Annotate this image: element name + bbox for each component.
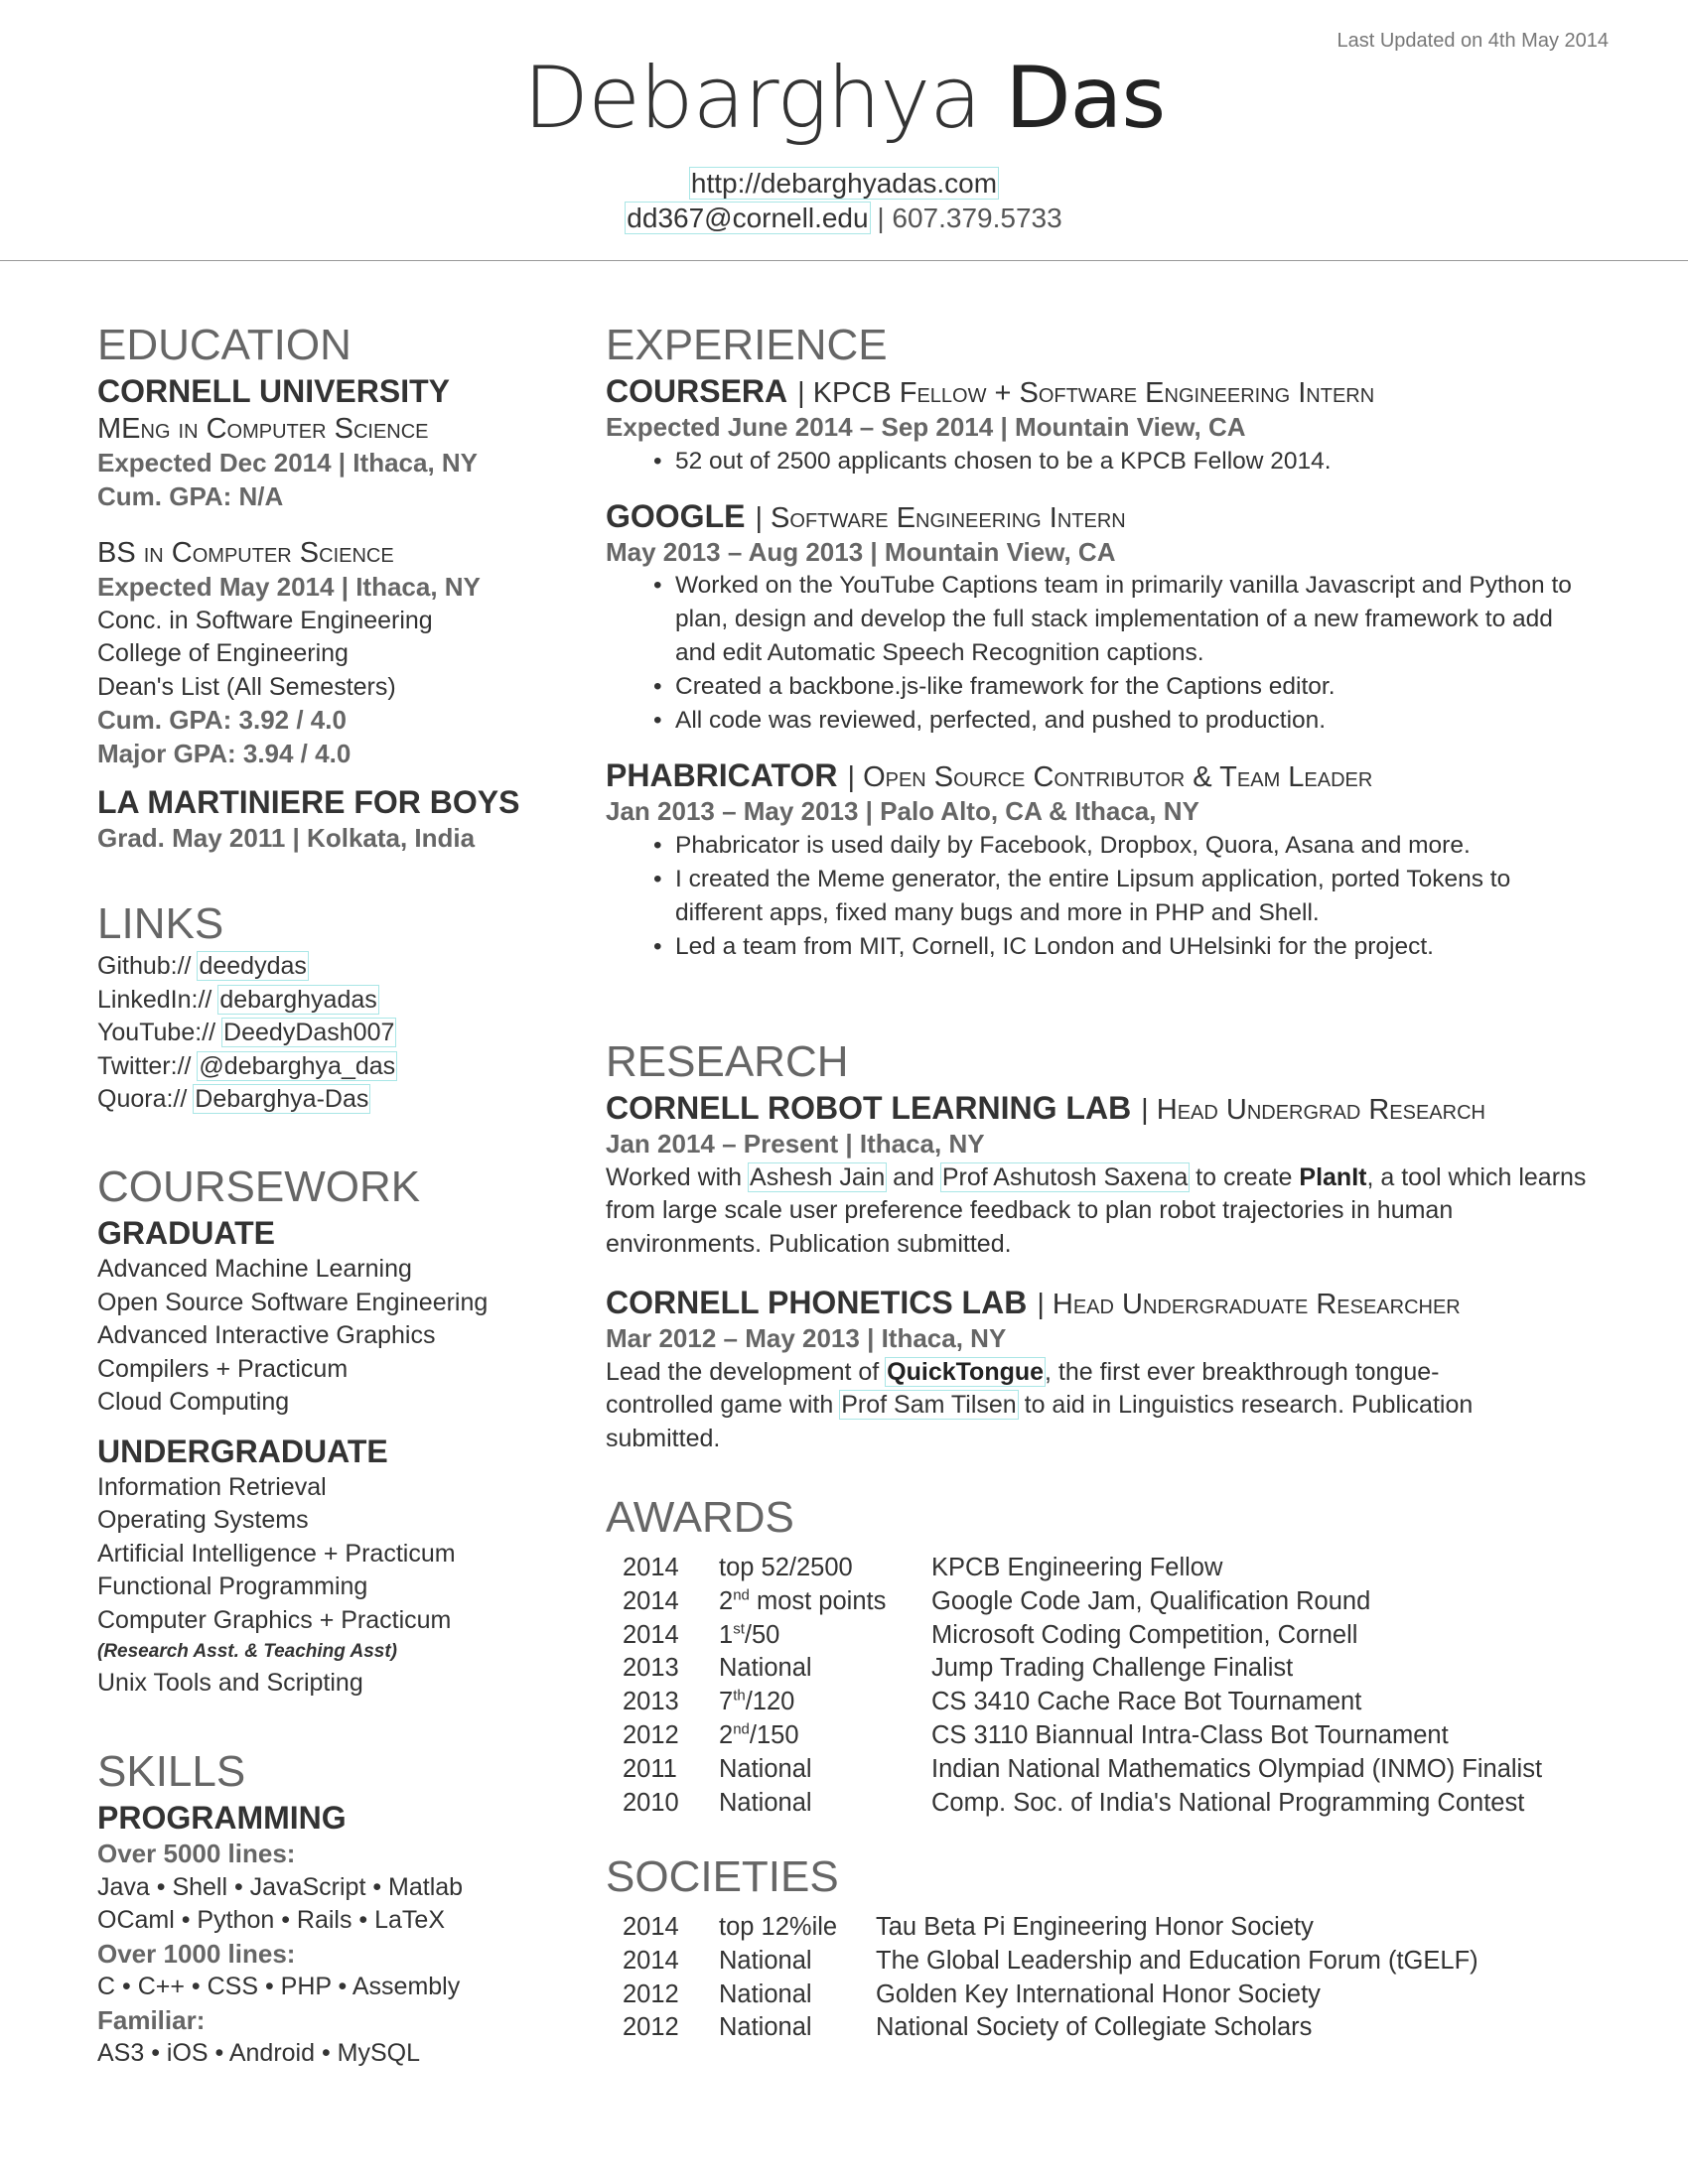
page-title xyxy=(0,42,1688,153)
award-row xyxy=(623,1787,1589,1821)
rank-suffix: nd xyxy=(733,1720,750,1738)
course-item: Operating Systems xyxy=(97,1506,309,1534)
bullet-item: • I created the Meme generator, the entire Lipsum application, ported Tokens to different apps, fixed many bugs and more in PHP and Shell. xyxy=(653,863,1577,930)
job-date: May 2013 – Aug 2013 | Mountain View, CA xyxy=(606,536,1116,567)
lab-date: Jan 2014 – Present | Ithaca, NY xyxy=(606,1129,985,1159)
section-heading: COURSEWORK xyxy=(97,1162,421,1211)
education-section xyxy=(97,320,534,856)
link-row xyxy=(97,950,534,984)
rank-rest: most points xyxy=(749,1586,887,1615)
societies-section xyxy=(606,1851,1589,2045)
rank-value: National xyxy=(719,1754,812,1783)
section-heading: AWARDS xyxy=(606,1493,794,1542)
job-entry xyxy=(606,755,1589,964)
society-year: 2014 xyxy=(623,1913,679,1941)
project-link[interactable]: QuickTongue xyxy=(887,1357,1045,1386)
course-note: (Research Asst. & Teaching Asst) xyxy=(97,1641,397,1662)
award-row xyxy=(623,1585,1589,1619)
text: to create xyxy=(1189,1162,1300,1191)
education-detail: College of Engineering xyxy=(97,639,349,667)
society-name: Tau Beta Pi Engineering Honor Society xyxy=(876,1913,1314,1941)
header-divider xyxy=(0,260,1688,261)
research-entry xyxy=(606,1283,1589,1455)
job-date: Expected June 2014 – Sep 2014 | Mountain View, CA xyxy=(606,412,1246,442)
profile-link[interactable]: Debarghya-Das xyxy=(195,1085,369,1113)
award-year: 2014 xyxy=(623,1620,679,1649)
bullet-item: • Phabricator is used daily by Facebook, Dropbox, Quora, Asana and more. xyxy=(653,829,1577,863)
job-role: | Open Source Contributor & Team Leader xyxy=(847,761,1373,793)
person-link[interactable]: Ashesh Jain xyxy=(750,1162,886,1191)
award-rank xyxy=(719,1787,931,1821)
skill-list: Java • Shell • JavaScript • Matlab xyxy=(97,1872,464,1901)
award-rank xyxy=(719,1585,931,1619)
link-row xyxy=(97,1083,534,1117)
society-year: 2012 xyxy=(623,1979,679,2008)
person-link[interactable]: Prof Sam Tilsen xyxy=(841,1391,1017,1419)
rank-value: National xyxy=(719,1788,812,1817)
phone: 607.379.5733 xyxy=(892,203,1062,233)
subsection-heading: PROGRAMMING xyxy=(97,1800,347,1836)
society-row xyxy=(623,1979,1589,2012)
latex-logo: LaTeX xyxy=(374,1906,446,1934)
separator: | xyxy=(869,203,893,233)
section-heading: LINKS xyxy=(97,899,224,948)
award-row xyxy=(623,1619,1589,1653)
degree: BS in Computer Science xyxy=(97,537,394,569)
course-item: Artificial Intelligence + Practicum xyxy=(97,1539,456,1568)
rank-suffix: nd xyxy=(733,1586,750,1604)
award-rank xyxy=(719,1552,931,1585)
award-name: CS 3110 Biannual Intra-Class Bot Tournament xyxy=(931,1720,1449,1749)
links-section xyxy=(97,898,534,1117)
course-item: Information Retrieval xyxy=(97,1472,327,1501)
email-link[interactable]: dd367@cornell.edu xyxy=(627,203,869,233)
bullet-list xyxy=(653,445,1589,478)
job-header xyxy=(606,755,1589,795)
award-year: 2012 xyxy=(623,1720,679,1749)
society-name: The Global Leadership and Education Forum (tGELF) xyxy=(876,1946,1478,1975)
society-rank: top 12%ile xyxy=(719,1913,838,1941)
degree-date: Expected May 2014 | Ithaca, NY xyxy=(97,572,481,602)
lab-name: CORNELL ROBOT LEARNING LAB xyxy=(606,1090,1132,1126)
education-detail: Dean's List (All Semesters) xyxy=(97,672,396,701)
rank-value: 2 xyxy=(719,1720,734,1749)
gpa: Cum. GPA: 3.92 / 4.0 xyxy=(97,705,347,735)
text: , the first ever breakthrough tongue-controlled game with xyxy=(606,1357,1440,1419)
skill-level: Familiar: xyxy=(97,2004,206,2035)
link-row xyxy=(97,984,534,1018)
course-item: Functional Programming xyxy=(97,1572,368,1600)
bullet-list xyxy=(653,569,1589,738)
text: to aid in Linguistics research. Publication submitted. xyxy=(606,1391,1474,1452)
society-rank: National xyxy=(719,1946,812,1975)
experience-section xyxy=(606,320,1589,964)
award-name: Microsoft Coding Competition, Cornell xyxy=(931,1620,1358,1649)
bullet-item: • Worked on the YouTube Captions team in primarily vanilla Javascript and Python to plan, design and develop the full stack implementation of a new framework to add and edit Automatic Speech Recognition captions. xyxy=(653,569,1577,670)
job-entry xyxy=(606,496,1589,739)
award-rank xyxy=(719,1686,931,1719)
award-name: Jump Trading Challenge Finalist xyxy=(931,1654,1294,1683)
award-name: CS 3410 Cache Race Bot Tournament xyxy=(931,1688,1362,1716)
link-prefix: Twitter:// xyxy=(97,1051,192,1080)
section-heading: SOCIETIES xyxy=(606,1852,839,1901)
link-prefix: Quora:// xyxy=(97,1085,188,1113)
project-name: PlanIt xyxy=(1299,1162,1367,1191)
job-role: | Software Engineering Intern xyxy=(755,501,1126,534)
text: and xyxy=(886,1162,941,1191)
skill-list-text: OCaml • Python • Rails • xyxy=(97,1906,375,1934)
award-row xyxy=(623,1652,1589,1686)
course-item: Advanced Interactive Graphics xyxy=(97,1321,436,1349)
society-name: National Society of Collegiate Scholars xyxy=(876,2013,1313,2042)
society-rank: National xyxy=(719,1979,812,2008)
course-item: Compilers + Practicum xyxy=(97,1354,349,1383)
link-prefix: LinkedIn:// xyxy=(97,985,212,1014)
section-heading: RESEARCH xyxy=(606,1037,849,1086)
text: Lead the development of xyxy=(606,1357,887,1386)
profile-link[interactable]: debarghyadas xyxy=(219,985,377,1014)
job-header xyxy=(606,496,1589,536)
rank-value: top 52/2500 xyxy=(719,1554,853,1581)
award-rank xyxy=(719,1619,931,1653)
award-year: 2013 xyxy=(623,1688,679,1716)
award-rank xyxy=(719,1753,931,1787)
award-rank xyxy=(719,1652,931,1686)
rank-rest: /150 xyxy=(749,1720,799,1749)
course-item: Open Source Software Engineering xyxy=(97,1288,489,1316)
lab-role: | Head Undergrad Research xyxy=(1141,1094,1485,1126)
rank-value: 2 xyxy=(719,1586,734,1615)
society-row xyxy=(623,1911,1589,1945)
course-item: Advanced Machine Learning xyxy=(97,1255,412,1283)
society-year: 2014 xyxy=(623,1946,679,1975)
award-row xyxy=(623,1552,1589,1585)
last-name: Das xyxy=(1005,49,1166,148)
lab-role: | Head Undergraduate Researcher xyxy=(1037,1289,1461,1320)
award-name: Indian National Mathematics Olympiad (INMO) Finalist xyxy=(931,1754,1543,1783)
award-row xyxy=(623,1686,1589,1719)
rank-value: National xyxy=(719,1654,812,1683)
school-date: Grad. May 2011 | Kolkata, India xyxy=(97,823,476,853)
subsection-heading: GRADUATE xyxy=(97,1215,275,1251)
course-item: Cloud Computing xyxy=(97,1388,290,1416)
profile-link[interactable]: @debarghya_das xyxy=(199,1051,396,1080)
job-role: | KPCB Fellow + Software Engineering Intern xyxy=(797,377,1375,409)
skill-level: Over 5000 lines: xyxy=(97,1839,296,1868)
rank-value: 7 xyxy=(719,1688,734,1716)
bullet-item: • Created a backbone.js-like framework for the Captions editor. xyxy=(653,670,1577,704)
research-section xyxy=(606,1036,1589,1455)
lab-description xyxy=(606,1161,1589,1262)
link-prefix: Github:// xyxy=(97,952,192,980)
lab-description xyxy=(606,1356,1499,1456)
degree: MEng in Computer Science xyxy=(97,413,429,445)
award-year: 2010 xyxy=(623,1788,679,1817)
website-line xyxy=(0,167,1688,201)
text: , a tool which learns from large scale user preference feedback to plan robot trajectories in human environments. Publication submitted. xyxy=(606,1162,1587,1258)
job-date: Jan 2013 – May 2013 | Palo Alto, CA & Ithaca, NY xyxy=(606,796,1199,826)
company-name: COURSERA xyxy=(606,373,788,409)
society-rank: National xyxy=(719,2013,812,2042)
coursework-section xyxy=(97,1161,534,1701)
rank-suffix: st xyxy=(733,1620,745,1638)
award-year: 2014 xyxy=(623,1586,679,1615)
school-name: CORNELL UNIVERSITY xyxy=(97,373,450,409)
skills-section xyxy=(97,1746,534,2071)
skill-list xyxy=(97,1904,534,1938)
school-name: LA MARTINIERE FOR BOYS xyxy=(97,784,520,820)
award-name: Comp. Soc. of India's National Programming Contest xyxy=(931,1788,1525,1817)
lab-name: CORNELL PHONETICS LAB xyxy=(606,1285,1028,1320)
awards-section xyxy=(606,1492,1589,1820)
research-entry xyxy=(606,1088,1589,1261)
rank-rest: /50 xyxy=(744,1620,780,1649)
link-prefix: YouTube:// xyxy=(97,1019,216,1046)
person-link[interactable]: Prof Ashutosh Saxena xyxy=(941,1162,1189,1191)
society-row xyxy=(623,1945,1589,1979)
society-year: 2012 xyxy=(623,2013,679,2042)
award-year: 2014 xyxy=(623,1554,679,1581)
award-year: 2013 xyxy=(623,1654,679,1683)
degree-date: Expected Dec 2014 | Ithaca, NY xyxy=(97,448,479,478)
rank-suffix: th xyxy=(733,1687,746,1705)
award-name: KPCB Engineering Fellow xyxy=(931,1554,1223,1581)
text: Worked with xyxy=(606,1162,750,1191)
link-row xyxy=(97,1050,534,1084)
contact-line xyxy=(0,202,1688,235)
skill-list: C • C++ • CSS • PHP • Assembly xyxy=(97,1973,461,2000)
skill-level: Over 1000 lines: xyxy=(97,1938,296,1969)
award-year: 2011 xyxy=(623,1754,677,1783)
last-updated: Last Updated on 4th May 2014 xyxy=(1336,30,1609,52)
section-heading: SKILLS xyxy=(97,1747,246,1796)
society-name: Golden Key International Honor Society xyxy=(876,1979,1321,2008)
award-row xyxy=(623,1753,1589,1787)
profile-link[interactable]: deedydas xyxy=(199,952,307,980)
rank-rest: /120 xyxy=(745,1688,795,1716)
award-row xyxy=(623,1719,1589,1753)
company-name: PHABRICATOR xyxy=(606,757,838,793)
course-item: Computer Graphics + Practicum xyxy=(97,1605,452,1634)
profile-link[interactable]: DeedyDash007 xyxy=(223,1019,395,1046)
bullet-item: • 52 out of 2500 applicants chosen to be a KPCB Fellow 2014. xyxy=(653,445,1577,478)
section-heading: EDUCATION xyxy=(97,321,352,369)
award-name: Google Code Jam, Qualification Round xyxy=(931,1586,1371,1615)
link-row xyxy=(97,1017,534,1050)
website-link[interactable]: http://debarghyadas.com xyxy=(690,168,998,199)
award-rank xyxy=(719,1719,931,1753)
society-row xyxy=(623,2011,1589,2045)
bullet-list xyxy=(653,829,1589,964)
bullet-item: • All code was reviewed, perfected, and pushed to production. xyxy=(653,704,1577,738)
section-heading: EXPERIENCE xyxy=(606,321,888,369)
gpa: Major GPA: 3.94 / 4.0 xyxy=(97,738,352,768)
gpa: Cum. GPA: N/A xyxy=(97,480,284,511)
education-detail: Conc. in Software Engineering xyxy=(97,606,433,634)
course-item: Unix Tools and Scripting xyxy=(97,1669,363,1697)
job-header xyxy=(606,371,1589,411)
bullet-item: • Led a team from MIT, Cornell, IC London and UHelsinki for the project. xyxy=(653,930,1577,964)
job-entry xyxy=(606,371,1589,478)
rank-value: 1 xyxy=(719,1620,734,1649)
first-name: Debarghya xyxy=(522,49,981,148)
company-name: GOOGLE xyxy=(606,497,746,534)
subsection-heading: UNDERGRADUATE xyxy=(97,1433,388,1469)
lab-date: Mar 2012 – May 2013 | Ithaca, NY xyxy=(606,1323,1007,1353)
skill-list: AS3 • iOS • Android • MySQL xyxy=(97,2039,420,2067)
